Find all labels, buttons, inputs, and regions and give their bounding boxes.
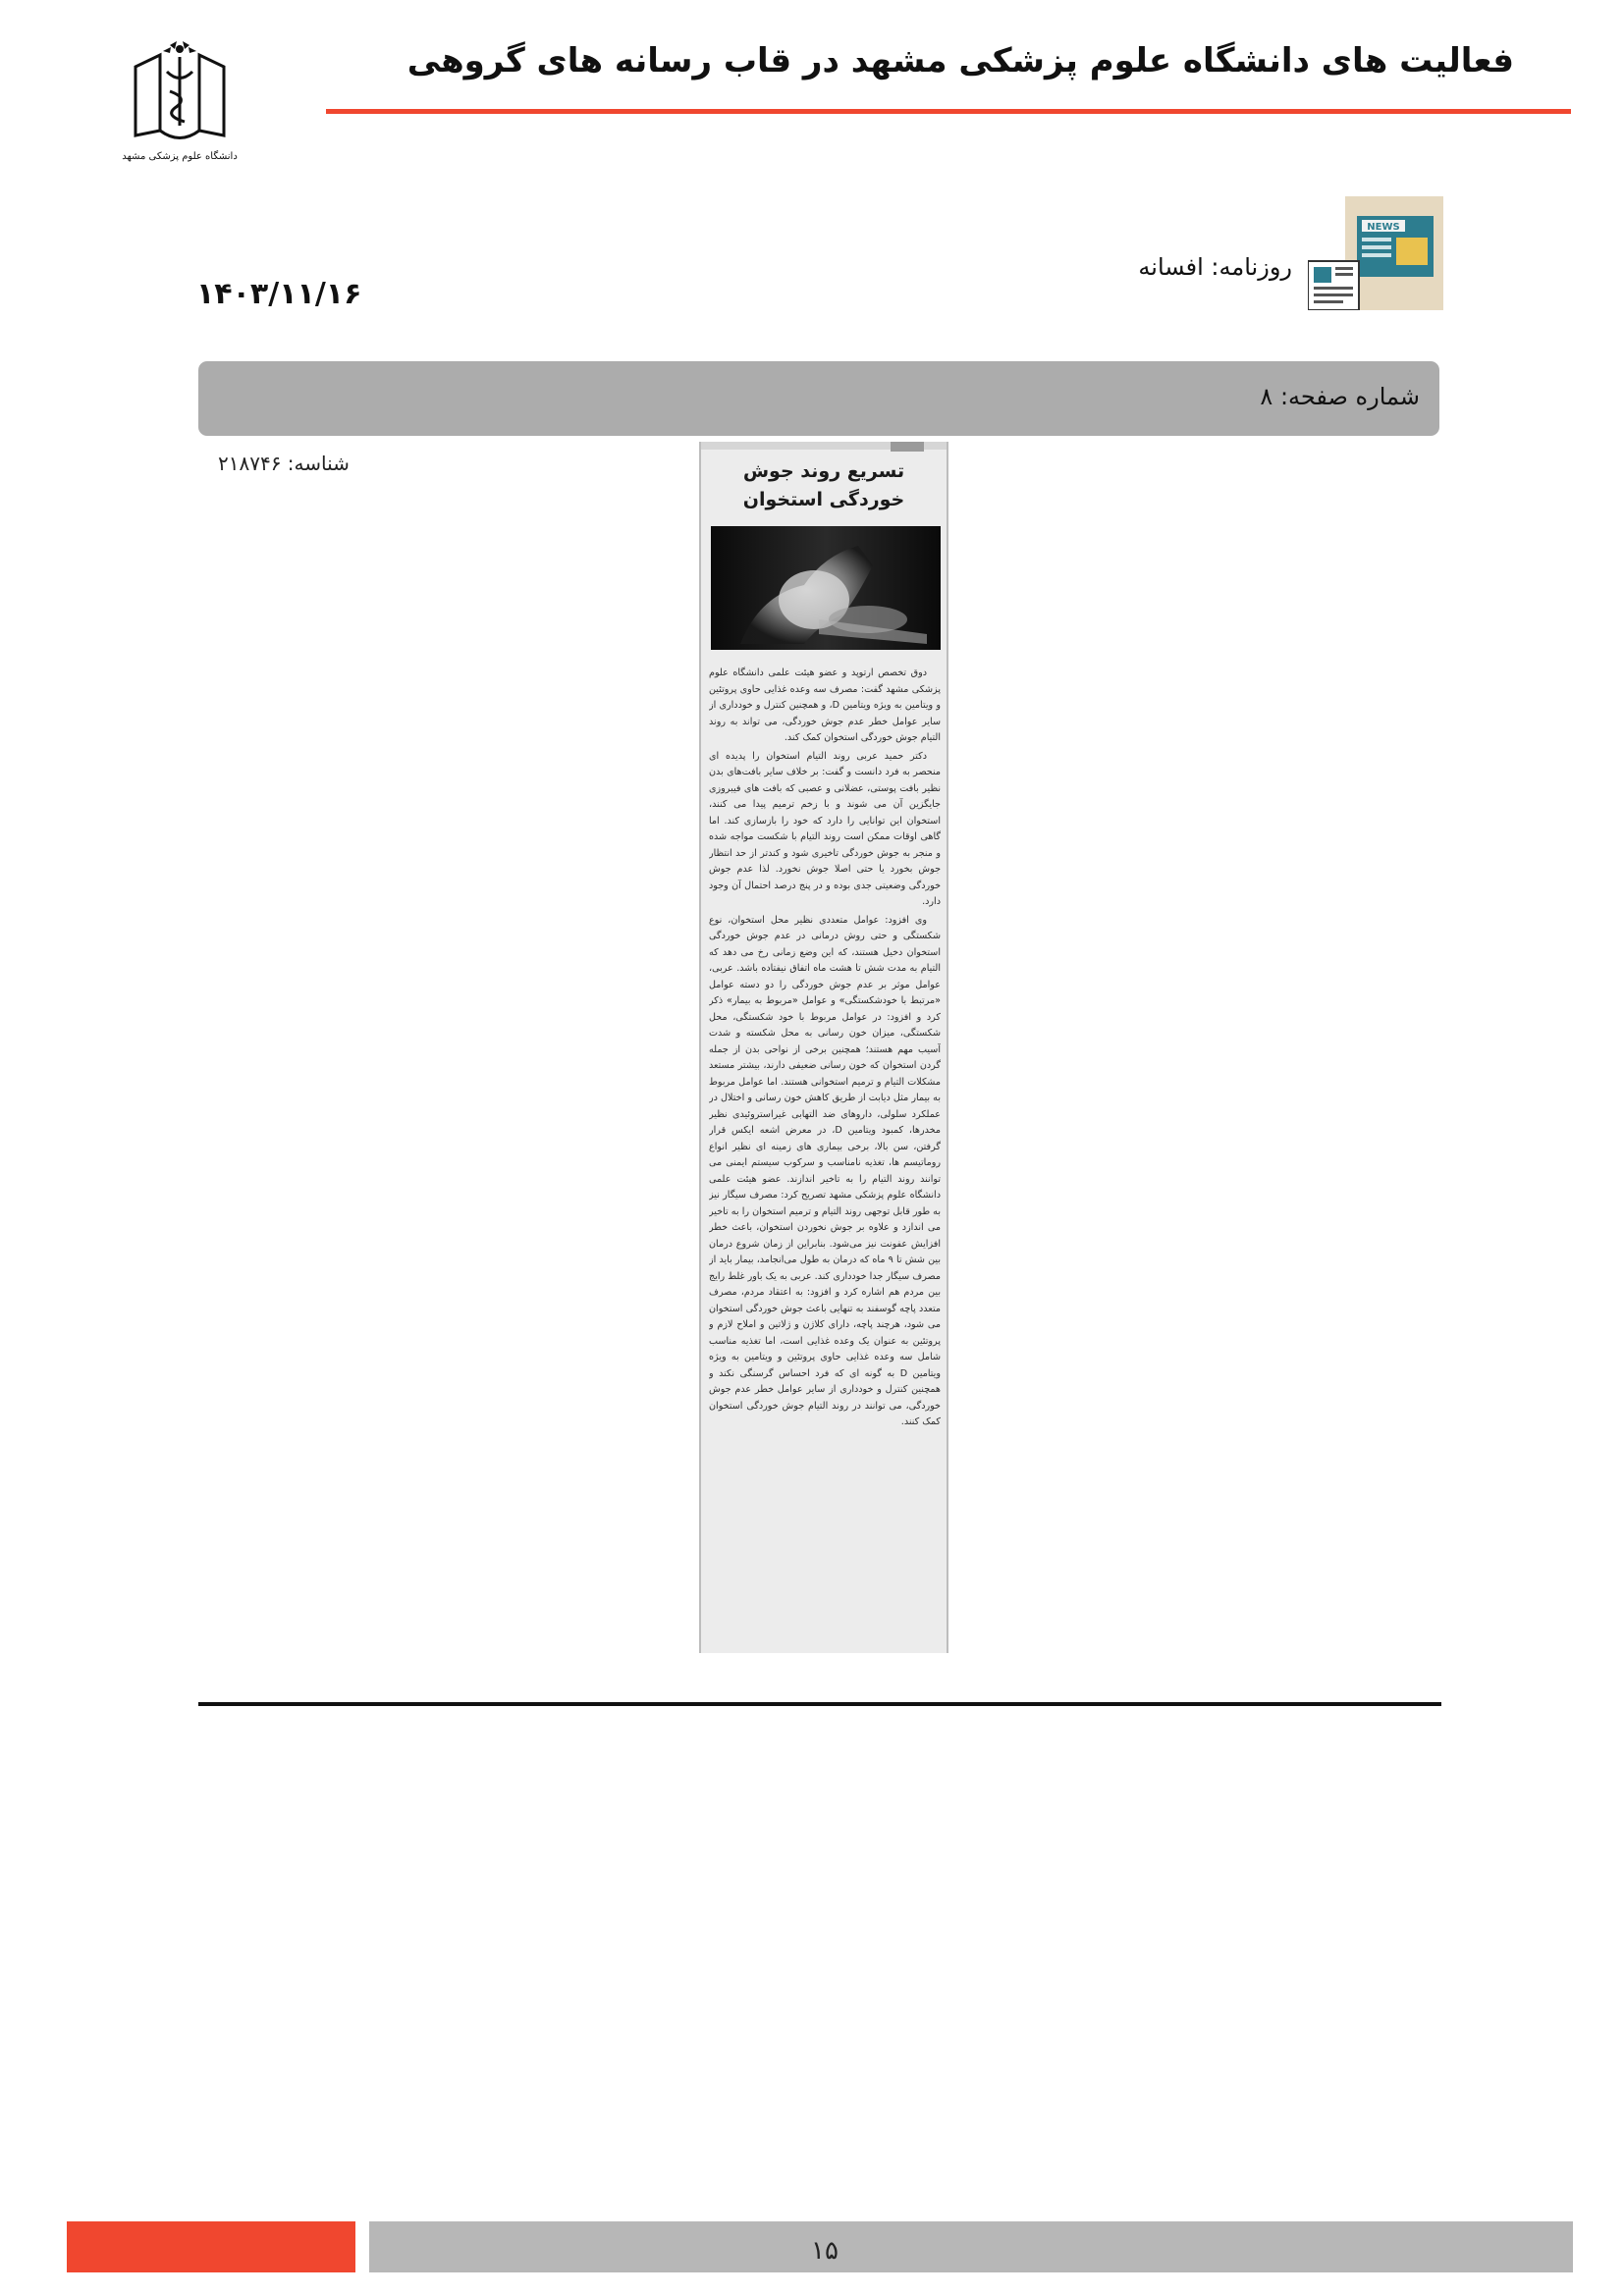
knee-xray-image <box>711 526 941 650</box>
logo-caption: دانشگاه علوم پزشکی مشهد <box>122 151 238 162</box>
article-paragraph: وی افزود: عوامل متعددی نظیر محل استخوان، نوع شکستگی و حتی روش درمانی در عدم جوش خوردگی استخوان دخیل هستند، که این وضع زمانی رخ می دهد که التیام به مدت شش تا هشت ماه اتفاق نیفتاده باشد. عربی، عوامل موثر بر عدم جوش خوردگی را دو دسته عوامل «مرتبط با خودشکستگی» و عوامل «مربوط به بیمار» ذکر کرد و افزود: در عوامل مربوط با خود شکستگی، محل شکستگی، میزان خون رسانی به محل شکسته و شدت آسیب مهم هستند؛ همچنین برخی از نواحی بدن از جمله گردن استخوان که خون رسانی ضعیفی دارند، بیشتر مستعد مشکلات التیام و ترمیم استخوانی هستند. اما عوامل مربوط به بیمار مثل دیابت از طریق کاهش خون رسانی و اختلال در عملکرد سلولی، داروهای ضد التهابی غیراستروئیدی نظیر مخدرها، کمبود ویتامین D، در معرض اشعه ایکس قرار گرفتن، سن بالا، برخی بیماری های زمینه ای نظیر انواع روماتیسم ها، تغذیه نامناسب و سرکوب سیستم ایمنی می توانند روند التیام را به تاخیر اندازند. عضو هیئت علمی دانشگاه علوم پزشکی مشهد تصریح کرد: مصرف سیگار نیز به طور قابل توجهی روند التیام و ترمیم استخوان را به تاخیر می اندازد و علاوه بر جوش نخوردن استخوان، باعث خطر افزایش عفونت نیز می‌شود. بنابراین از زمان شروع درمان بین شش تا ۹ ماه که درمان به طول می‌انجامد، بیمار باید از مصرف سیگار جدا خودداری کند. عربی به یک باور غلط رایج بین مردم هم اشاره کرد و افزود: به اعتقاد مردم، مصرف متعدد پاچه گوسفند به تنهایی باعث جوش خوردگی استخوان می شود، هرچند پاچه، دارای کلاژن و ژلاتین و املاح لازم و پروتئین به عنوان یک وعده غذایی است، اما تغذیه مناسب شامل سه وعده غذایی حاوی پروتئین و ویتامین به ویژه ویتامین D به گونه ای که فرد احساس گرسنگی نکند و همچنین کنترل و خودداری از سایر عوامل خطر عدم جوش خوردگی، می توانند در روند التیام جوش خوردگی استخوان کمک کنند. <box>709 914 941 1427</box>
content-bottom-divider <box>198 1702 1441 1706</box>
footer-accent-block <box>67 2221 355 2272</box>
header-divider <box>326 109 1571 114</box>
footer-bar <box>369 2221 1573 2272</box>
newspaper-icon <box>1308 196 1443 310</box>
university-logo <box>116 37 244 165</box>
page-number-bar <box>198 361 1439 436</box>
publication-date: ۱۴۰۳/۱۱/۱۶ <box>196 277 362 311</box>
news-icon-badge: NEWS <box>1367 222 1400 233</box>
newspaper-clipping <box>699 442 948 1653</box>
newspaper-name: روزنامه: افسانه <box>1138 253 1292 281</box>
article-paragraph: دوق تخصص ارتوپد و عضو هیئت علمی دانشگاه علوم پزشکی مشهد گفت: مصرف سه وعده غذایی حاوی پروتئین و ویتامین به ویژه ویتامین D، و همچنین کنترل و خودداری از سایر عوامل خطر عدم جوش خوردگی، می تواند به روند التیام جوش خوردگی استخوان کمک کند. <box>709 667 941 743</box>
article-paragraph: دکتر حمید عربی روند التیام استخوان را پدیده ای منحصر به فرد دانست و گفت: بر خلاف سایر بافت‌های بدن نظیر بافت پوستی، عضلانی و عصبی که بافت های فیبروزی جایگزین آن می شوند و با زخم ترمیم پیدا می کنند، استخوان این توانایی را دارد که خود را بازسازی کند. اما گاهی اوقات ممکن است روند التیام با شکست مواجه شده و منجر به جوش خوردگی تاخیری شود و کندتر از حد انتظار جوش بخورد یا حتی اصلا جوش نخورد. لذا عدم جوش خوردگی وضعیتی جدی بوده و در پنج درصد احتمال آن وجود دارد. <box>709 750 941 907</box>
article-body <box>709 666 941 1647</box>
footer-page-number: ۱۵ <box>811 2236 839 2266</box>
document-id: شناسه: ۲۱۸۷۴۶ <box>218 452 350 475</box>
article-title: تسریع روند جوش خوردگی استخوان <box>742 460 905 511</box>
page-title: فعالیت های دانشگاه علوم پزشکی مشهد در قاب رسانه های گروهی <box>406 41 1514 80</box>
clipping-top-mark <box>891 442 924 452</box>
page-number-label: شماره صفحه: ۸ <box>1260 383 1420 410</box>
